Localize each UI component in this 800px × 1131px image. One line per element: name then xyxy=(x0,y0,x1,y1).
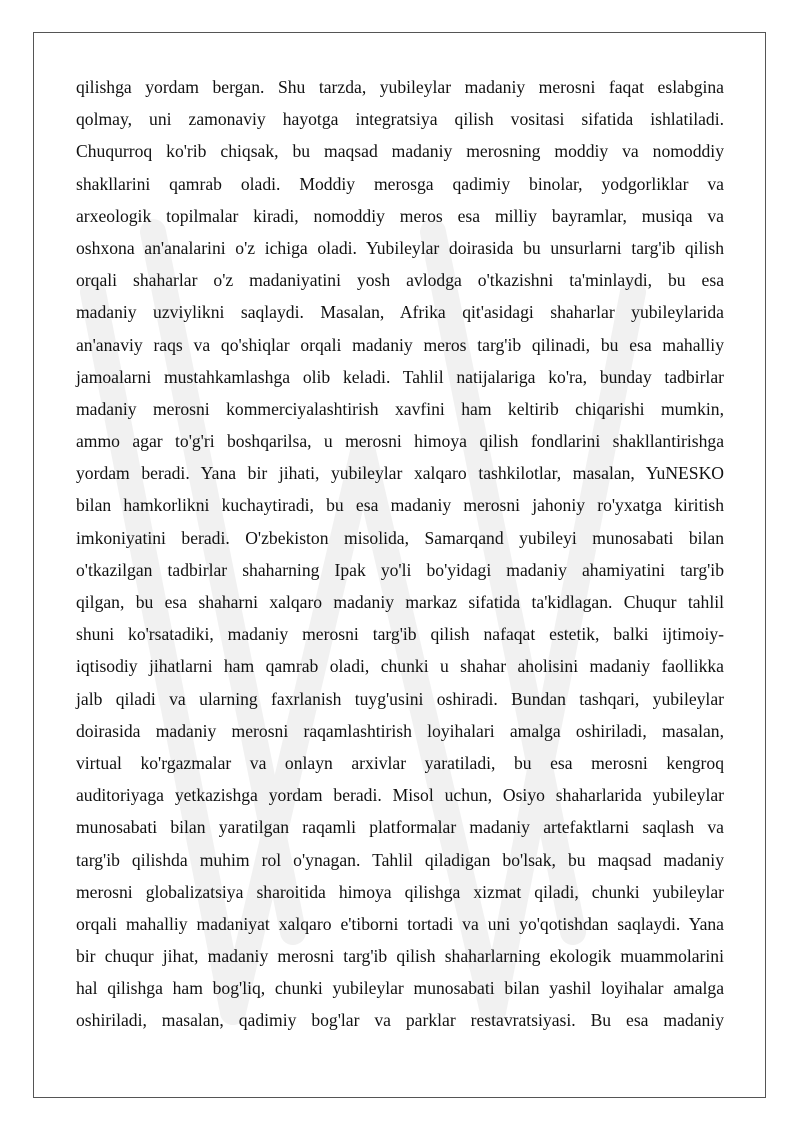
text-line: doirasida madaniy merosni raqamlashtirish loyihalari amalga oshiriladi, masalan, xyxy=(76,720,724,741)
text-line: qolmay, uni zamonaviy hayotga integratsiya qilish vositasi sifatida ishlatiladi. xyxy=(76,109,724,130)
text-line: shakllarini qamrab oladi. Moddiy merosga qadimiy binolar, yodgorliklar va xyxy=(76,173,724,194)
text-line: an'anaviy raqs va qo'shiqlar orqali madaniy meros targ'ib qilinadi, bu esa mahalliy xyxy=(76,334,724,355)
document-body xyxy=(76,71,724,1037)
text-line: bilan hamkorlikni kuchaytiradi, bu esa madaniy merosni jahoniy ro'yxatga kiritish xyxy=(76,495,724,516)
text-line: merosni globalizatsiya sharoitida himoya qilishga xizmat qiladi, chunki yubileylar xyxy=(76,881,724,902)
text-line: orqali mahalliy madaniyat xalqaro e'tiborni tortadi va uni yo'qotishdan saqlaydi. Yana xyxy=(76,913,724,934)
text-line: iqtisodiy jihatlarni ham qamrab oladi, chunki u shahar aholisini madaniy faollikka xyxy=(76,656,724,677)
text-line: targ'ib qilishda muhim rol o'ynagan. Tahlil qiladigan bo'lsak, bu maqsad madaniy xyxy=(76,849,724,870)
text-line: orqali shaharlar o'z madaniyatini yosh avlodga o'tkazishni ta'minlaydi, bu esa xyxy=(76,270,724,291)
text-line: hal qilishga ham bog'liq, chunki yubileylar munosabati bilan yashil loyihalar amalga xyxy=(76,978,724,999)
text-line: bir chuqur jihat, madaniy merosni targ'ib qilish shaharlarning ekologik muammolarini xyxy=(76,946,724,967)
text-line: madaniy merosni kommerciyalashtirish xavfini ham keltirib chiqarishi mumkin, xyxy=(76,398,724,419)
text-line: jamoalarni mustahkamlashga olib keladi. Tahlil natijalariga ko'ra, bunday tadbirlar xyxy=(76,366,724,387)
text-line: oshiriladi, masalan, qadimiy bog'lar va parklar restavratsiyasi. Bu esa madaniy xyxy=(76,1010,724,1031)
text-line: munosabati bilan yaratilgan raqamli platformalar madaniy artefaktlarni saqlash va xyxy=(76,817,724,838)
text-line: jalb qiladi va ularning faxrlanish tuyg'usini oshiradi. Bundan tashqari, yubileylar xyxy=(76,688,724,709)
text-line: auditoriyaga yetkazishga yordam beradi. Misol uchun, Osiyo shaharlarida yubileylar xyxy=(76,785,724,806)
text-line: o'tkazilgan tadbirlar shaharning Ipak yo'li bo'yidagi madaniy ahamiyatini targ'ib xyxy=(76,559,724,580)
text-line: virtual ko'rgazmalar va onlayn arxivlar yaratiladi, bu esa merosni kengroq xyxy=(76,752,724,773)
text-line: Chuqurroq ko'rib chiqsak, bu maqsad madaniy merosning moddiy va nomoddiy xyxy=(76,141,724,162)
text-line: qilishga yordam bergan. Shu tarzda, yubileylar madaniy merosni faqat eslabgina xyxy=(76,77,724,97)
text-line: oshxona an'analarini o'z ichiga oladi. Yubileylar doirasida bu unsurlarni targ'ib qilish xyxy=(76,237,724,258)
text-line: yordam beradi. Yana bir jihati, yubileylar xalqaro tashkilotlar, masalan, YuNESKO xyxy=(76,463,724,484)
text-line: qilgan, bu esa shaharni xalqaro madaniy markaz sifatida ta'kidlagan. Chuqur tahlil xyxy=(76,592,724,612)
text-line: madaniy uzviylikni saqlaydi. Masalan, Afrika qit'asidagi shaharlar yubileylarida xyxy=(76,302,724,323)
text-line: ammo agar to'g'ri boshqarilsa, u merosni himoya qilish fondlarini shakllantirishga xyxy=(76,431,724,452)
text-line: arxeologik topilmalar kiradi, nomoddiy meros esa milliy bayramlar, musiqa va xyxy=(76,205,724,226)
text-line: imkoniyatini beradi. O'zbekiston misolida, Samarqand yubileyi munosabati bilan xyxy=(76,527,724,548)
text-line: shuni ko'rsatadiki, madaniy merosni targ'ib qilish nafaqat estetik, balki ijtimoiy- xyxy=(76,624,724,645)
